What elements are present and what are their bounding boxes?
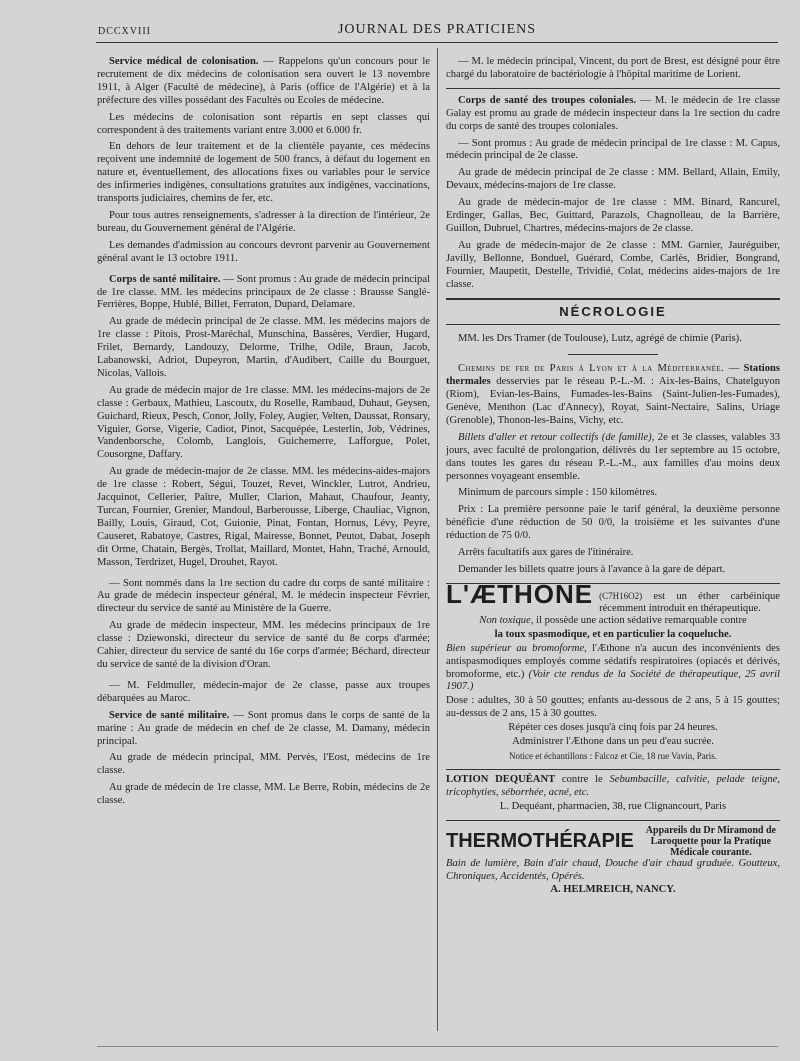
paragraph-text: — Sont promus dans le corps de santé de la marine : Au grade de médecin en chef de 2e classe, M. Damany, médecin principal. (97, 709, 430, 747)
paragraph: Au grade de médecin principal, MM. Pervès, l'Eost, médecins de 1re classe. (97, 752, 430, 777)
ad-line: la toux spasmodique, et en particulier la coqueluche. (494, 628, 732, 640)
ad-text: contre le (555, 773, 610, 785)
ad-line (446, 615, 780, 628)
paragraph: — M. Feldmuller, médecin-major de 2e classe, passe aux troupes débarquées au Maroc. (97, 679, 430, 704)
lotion-name: LOTION DEQUÉANT (446, 773, 556, 785)
ad-italic: (Voir cte rendus de la Société de thérapeutique, 25 avril 1907.) (446, 668, 780, 693)
paragraph (97, 710, 430, 749)
section-title: Corps de santé des troupes coloniales. (458, 94, 636, 106)
running-title: JOURNAL DES PRATICIENS (337, 22, 537, 37)
paragraph: Minimum de parcours simple : 150 kilomètres. (458, 487, 658, 499)
bottom-rule (97, 1046, 778, 1047)
page-header (96, 20, 778, 43)
paragraph: Au grade de médecin de 1re classe, MM. Le Berre, Robin, médecins de 2e classe. (97, 782, 430, 807)
ad-text: , il possède une action sédative remarquable contre (530, 614, 747, 626)
section-title: Service médical de colonisation. (109, 56, 259, 67)
aethone-ad (446, 578, 780, 763)
separator (446, 88, 780, 89)
plm-heading: Chemins de fer de Paris à Lyon et à la Méditerranée. (458, 363, 725, 375)
short-rule (568, 354, 658, 355)
column-divider (437, 48, 438, 1031)
right-column (446, 56, 780, 898)
paragraph: Au grade de médecin inspecteur, MM. les médecins principaux de 1re classe : Dziewonski, directeur du service de santé du 8e corps d'armée; Cahier, directeur du service de santé du 16e corps d'armée; Béchard, directeur du service de santé de la division d'Oran. (97, 620, 430, 670)
ad-line: Dose : adultes, 30 à 50 gouttes; enfants au-dessous de 2 ans, 5 à 15 gouttes; au-dessus de 2 ans, 15 à 30 gouttes. (446, 695, 780, 720)
paragraph: Arrêts facultatifs aux gares de l'itinéraire. (458, 547, 634, 559)
paragraph: Demander les billets quatre jours à l'avance à la gare de départ. (458, 564, 726, 575)
paragraph (97, 274, 430, 313)
italic-text: Billets d'aller et retour collectifs (de famille) (458, 431, 652, 443)
ad-italic: Non toxique (479, 614, 531, 626)
paragraph: Au grade de médecin principal de 2e classe : MM. Bellard, Allain, Emily, Devaux, médecins-majors de 1re classe. (446, 167, 780, 192)
paragraph: Les demandes d'admission au concours devront parvenir au Gouvernement général avant le 13 octobre 1911. (97, 239, 430, 264)
dash: — (724, 363, 744, 375)
ad-italic: Sebumbacille, calvitie, pelade teigne, tricophyties, séborrhée, acné, etc. (446, 773, 781, 798)
necrology-heading: NÉCROLOGIE (446, 298, 780, 326)
paragraph-text: — M. le médecin de 1re classe Galay est promu au grade de médecin inspecteur dans la 1re section du cadre du corps de santé des troupes coloniales. (446, 94, 780, 132)
thermo-header (446, 825, 780, 858)
thermo-tagline: Appareils du Dr Miramond de Laroquette pour la Pratique Médicale courante. (645, 824, 776, 858)
section-title: Stations thermales (446, 363, 780, 388)
paragraph: — Sont nommés dans la 1re section du cadre du corps de santé militaire : Au grade de médecin inspecteur général, M. le médecin inspecteur Février, directeur du service de santé au Ministère de la Guerre. (97, 577, 430, 615)
section-title: Service de santé militaire. (109, 709, 230, 721)
paragraph: En dehors de leur traitement et de la clientèle payante, ces médecins reçoivent une indemnité de logement de 500 francs, à défaut du logement en nature et, éventuellement, des allocations fixes ou variables pour le service des infirmeries indigènes, consultations gratuites aux indigènes, vaccinations, transports judiciaires, chemins de fer, etc. (97, 141, 430, 205)
ad-line: Notice et échantillons : Falcoz et Cie, 18 rue Vavin, Paris. (508, 750, 718, 761)
lotion-ad (446, 769, 780, 814)
paragraph (446, 95, 780, 134)
paragraph: — M. le médecin principal, Vincent, du port de Brest, est désigné pour être chargé du laboratoire de bactériologie à l'hôpital maritime de Lorient. (446, 56, 780, 80)
paragraph: Au grade de médecin major de 1re classe. MM. les médecins-majors de 2e classe : Gerbaux, Mathieu, Lascoutx, du Roselle, Rambaud, Duhaut, Geysen, Guichard, Rieux, Pesch, Conor, Jolly, Foley, Augier, Velten, Daussat, Ronsary, Viguier, Gorse, Vigerie, Cadiot, Pinot, Sacquépée, Lesterlin, Job, Védrines, Vandenborsche, Colomb, Langlois, Guichemerre, Lafforgue, Polet, Cousorgne, Daffary. (97, 384, 430, 461)
aethone-tagline (599, 588, 780, 615)
paragraph: Au grade de médecin-major de 2e classe. MM. les médecins-aides-majors de 1re classe : Robert, Ségui, Touzet, Revet, Winckler, Lutrot, Andrieu, Jacquinot, Cellerier, Paître, Muller, Clarion, Mahaut, Chaufour, Jeanty, Turcan, Fournier, Grenier, Mandoul, Barberousse, Liberge, Chauliac, Vignon, Bailly, Louis, Giraud, Cot, Guionie, Pinat, Fontan, Hornus, Lévy, Peyre, Causeret, Rabatoye, Castres, Rigal, Mairesse, Bonnet, Peutot, Dabat, Joseph dit Orme, Chatain, Bergès, Trollat, Maillard, Montet, Hahn, Traché, Arnould, Masson, Terdrizet, Hugel, Drouhet, Rayot. (97, 466, 430, 568)
ad-line: Répéter ces doses jusqu'à cinq fois par 24 heures. (508, 722, 718, 734)
paragraph-text: , 2e et 3e classes, valables 33 jours, avec faculté de prolongation, délivrés du 1er septembre au 15 octobre, dans toutes les gares du réseau P.-L.-M., aux familles d'au moins deux personnes voyageant ensemble. (446, 431, 780, 482)
ad-line (446, 774, 780, 800)
paragraph-text: — Sont promus : Au grade de médecin principal de 1re classe. MM. les médecins principaux de 2e classe : Brausse Sanglé-Ferrières, Boppe, Hublé, Billet, Ferraton, Dupard, Delamare. (97, 273, 430, 311)
paragraph-text: desservies par le réseau P.-L.-M. : Aix-les-Bains, Chatelguyon (Riom), Evian-les-Bains, Fumades-les-Bains (Saint-Julien-les-Fumades), Genève, Menthon (Lac d'Annecy), Royat, Saint-Nectaire, Salins, Uriage (Grenoble), Thonon-les-Bains, Vichy, etc. (446, 376, 780, 426)
section-title: Corps de santé militaire. (109, 273, 221, 285)
aethone-header (446, 578, 780, 615)
ad-italic: Bien supérieur au bromoforme (446, 642, 585, 654)
folio: DCCXVIII (98, 26, 151, 37)
ad-line: Administrer l'Æthone dans un peu d'eau sucrée. (512, 736, 714, 748)
paragraph: Pour tous autres renseignements, s'adresser à la direction de l'intérieur, 2e bureau, du Gouvernement général de l'Algérie. (97, 209, 430, 234)
paragraph: Au grade de médecin principal de 2e classe. MM. les médecins majors de 1re classe : Pitois, Prost-Maréchal, Munschina, Bassères, Verdier, Hugard, Frilet, Bernardy, Landouzy, Delorme, Trilhe, Odile, Braun, Jacob, Labanowski, Adriot, Dupeyron, Martin, d'Audibert, Caille du Bourguet, Nicolas, Vallois. (97, 316, 430, 379)
ad-line: A. HELMREICH, NANCY. (550, 884, 676, 896)
ad-line: L. Dequéant, pharmacien, 38, rue Clignancourt, Paris (499, 800, 727, 812)
necrology-text: MM. les Drs Tramer (de Toulouse), Lutz, agrégé de chimie (Paris). (458, 333, 742, 345)
aethone-name: L'ÆTHONE (446, 578, 594, 609)
paragraph (97, 56, 430, 108)
paragraph-text: — Rappelons qu'un concours pour le recrutement de dix médecins de colonisation sera ouvert le 13 novembre 1911, à Alger (Faculté de médecine), à Paris (office de l'Algérie) et à la préfecture des villes possédant des Facultés ou Ecoles de médecine. (97, 56, 430, 106)
paragraph (446, 363, 780, 428)
ad-text: , l'Æthone n'a aucun des inconvénients des antispasmodiques employés comme sédatifs respiratoires (opiacés et dérivés, bromoforme, etc.) (446, 642, 780, 680)
paragraph (446, 432, 780, 484)
left-column (97, 56, 430, 812)
paragraph: Prix : La première personne paie le tarif général, la deuxième personne bénéficie d'une réduction de 50 0/0, la troisième et les suivantes d'une réduction de 75 0/0. (446, 504, 780, 542)
thermo-ad (446, 820, 780, 898)
ad-line (446, 643, 780, 695)
paragraph: Les médecins de colonisation sont répartis en sept classes qui correspondent à des traitements variant entre 3.000 et 6.000 fr. (97, 111, 430, 136)
paragraph: Au grade de médecin-major de 2e classe : MM. Garnier, Jauréguiber, Javilly, Bellonne, Bonduel, Guérard, Combe, Carlès, Bridier, Bongrand, Fournier, Maupetit, Destelle, Trividié, Colat, médecins aides-majors de 1re classe. (446, 239, 780, 290)
aethone-formula: (C7H16O2) (599, 590, 643, 601)
paragraph: Au grade de médecin-major de 1re classe : MM. Binard, Rancurel, Erdinger, Gallas, Bec, Guittard, Parazols, Chagnolleau, de la Barrière, Guillon, Dubruel, Chartres, médecins-majors de 2e classe. (446, 197, 780, 234)
paragraph: — Sont promus : Au grade de médecin principal de 1re classe : M. Capus, médecin principal de 2e classe. (446, 137, 780, 162)
thermo-name: THERMOTHÉRAPIE (446, 829, 634, 852)
ad-line: Bain de lumière, Bain d'air chaud, Douche d'air chaud graduée. Goutteux, Chroniques, Accidentés, Opérés. (446, 857, 780, 882)
aethone-tag-text: est un éther carbéinique récemment introduit en thérapeutique. (599, 590, 780, 614)
